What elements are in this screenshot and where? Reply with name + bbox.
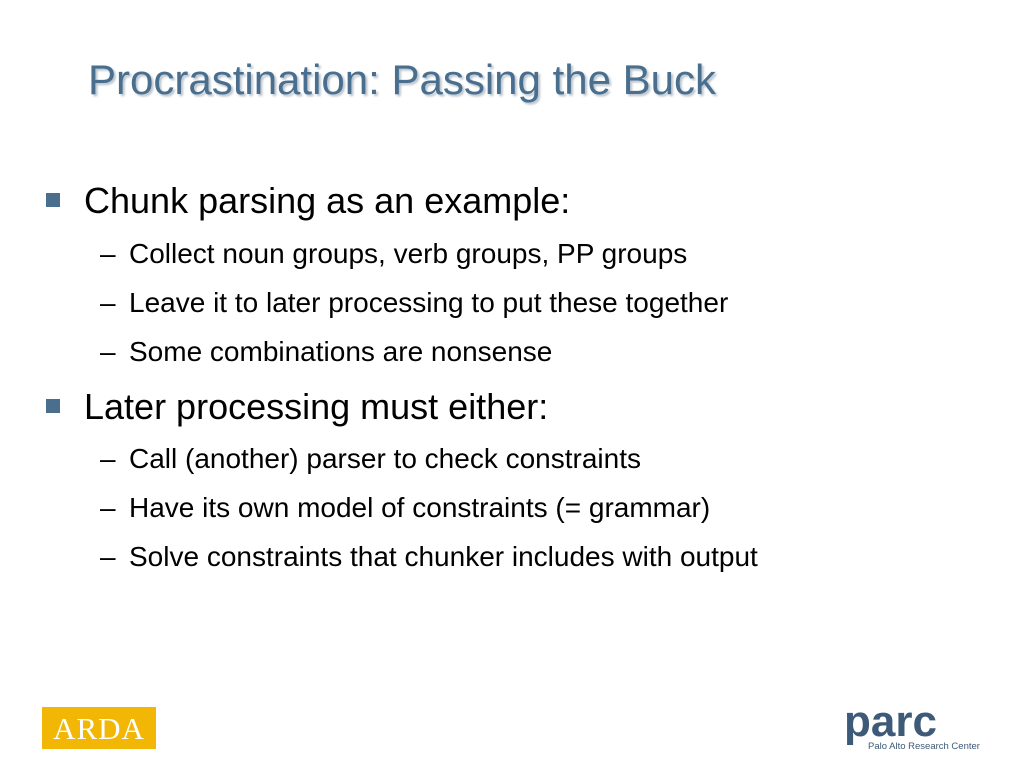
square-bullet-icon bbox=[46, 193, 60, 207]
sub-bullet-text: Call (another) parser to check constraints bbox=[129, 443, 641, 474]
dash-bullet-icon: – bbox=[100, 287, 116, 318]
square-bullet-icon bbox=[46, 399, 60, 413]
arda-logo-text: ARDA bbox=[53, 711, 145, 746]
parc-logo-text: parc bbox=[844, 698, 937, 746]
dash-bullet-icon: – bbox=[100, 492, 116, 523]
sub-bullet-text: Some combinations are nonsense bbox=[129, 336, 553, 367]
bullet-text: Chunk parsing as an example: bbox=[84, 180, 571, 221]
sub-bullet-text: Collect noun groups, verb groups, PP groups bbox=[129, 238, 688, 269]
bullet-text: Later processing must either: bbox=[84, 386, 549, 427]
sub-bullet-text: Leave it to later processing to put these together bbox=[129, 287, 729, 318]
parc-logo bbox=[842, 698, 982, 754]
parc-tagline: Palo Alto Research Center bbox=[868, 741, 980, 752]
sub-bullet-text: Solve constraints that chunker includes with output bbox=[129, 541, 758, 572]
sub-bullet-text: Have its own model of constraints (= grammar) bbox=[129, 492, 711, 523]
dash-bullet-icon: – bbox=[100, 238, 116, 269]
slide-title: Procrastination: Passing the Buck bbox=[88, 56, 716, 103]
dash-bullet-icon: – bbox=[100, 541, 116, 572]
dash-bullet-icon: – bbox=[100, 443, 116, 474]
arda-logo bbox=[42, 707, 156, 749]
dash-bullet-icon: – bbox=[100, 336, 116, 367]
